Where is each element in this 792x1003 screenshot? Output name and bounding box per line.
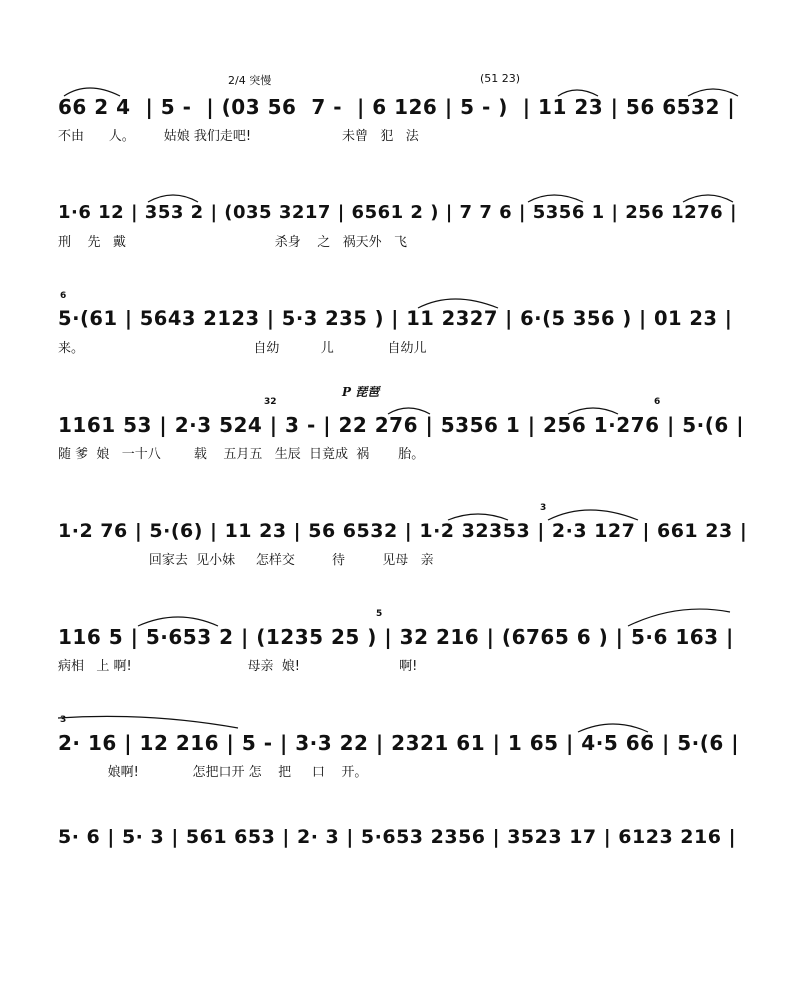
lyric-line: 刑 先 戴 杀身 之 祸天外 飞 xyxy=(58,235,408,250)
notation-line: 5· 6 | 5· 3 | 561 653 | 2· 3 | 5·653 2356 | 3523 17 | 6123 216 | xyxy=(58,826,737,848)
lyric-line: 娘啊! 怎把口开 怎 把 口 开。 xyxy=(58,765,368,780)
staff-line-8 xyxy=(58,822,748,882)
notation-line: 116 5 | 5·653 2 | (1235 25 ) | 32 216 | (6765 6 ) | 5·6 163 | xyxy=(58,625,734,649)
lyric-line: 随 爹 娘 一十八 载 五月五 生辰 日竟成 祸 胎。 xyxy=(58,447,425,462)
grace-note: 3 xyxy=(60,715,67,725)
lyric-line: 回家去 见小妹 怎样交 待 见母 亲 xyxy=(58,553,434,568)
staff-line-6 xyxy=(58,609,748,682)
tempo-mark: 2/4 突慢 xyxy=(228,74,272,87)
grace-note: 6 xyxy=(654,397,661,407)
staff-line-1 xyxy=(58,92,748,152)
notation-line: 1·6 12 | 353 2 | (035 3217 | 6561 2 ) | 7 7 6 | 5356 1 | 256 1276 | xyxy=(58,202,738,223)
notation-line: 66 2 4 | 5 - | (03 56 7 - | 6 126 | 5 - ) | 11 23 | 56 6532 | xyxy=(58,95,736,119)
staff-line-7 xyxy=(58,715,748,788)
lyric-line: 来。 自幼 儿 自幼儿 xyxy=(58,341,427,356)
notation-line: 1·2 76 | 5·(6) | 11 23 | 56 6532 | 1·2 32353 | 2·3 127 | 661 23 | xyxy=(58,520,748,542)
dynamic-mark: P 琵琶 xyxy=(342,385,380,399)
notation-line: 5·(61 | 5643 2123 | 5·3 235 ) | 11 2327 | 6·(5 356 ) | 01 23 | xyxy=(58,307,733,330)
staff-line-4 xyxy=(58,397,748,470)
notation-line: 1161 53 | 2·3 524 | 3 - | 22 276 | 5356 1 | 256 1·276 | 5·(6 | xyxy=(58,413,745,437)
grace-note: 32 xyxy=(264,397,277,407)
interlude-mark: (51 23) xyxy=(480,72,521,85)
lyric-line: 不由 人。 姑娘 我们走吧! 未曾 犯 法 xyxy=(58,129,419,144)
notation-line: 2· 16 | 12 216 | 5 - | 3·3 22 | 2321 61 | 1 65 | 4·5 66 | 5·(6 | xyxy=(58,731,740,755)
staff-line-2 xyxy=(58,198,748,258)
staff-line-3 xyxy=(58,291,748,364)
lyric-line: 病相 上 啊! 母亲 娘! 啊! xyxy=(58,659,418,674)
grace-note: 6 xyxy=(60,291,67,301)
grace-note: 3 xyxy=(540,503,547,513)
grace-note: 5 xyxy=(376,609,383,619)
staff-line-5 xyxy=(58,503,748,576)
